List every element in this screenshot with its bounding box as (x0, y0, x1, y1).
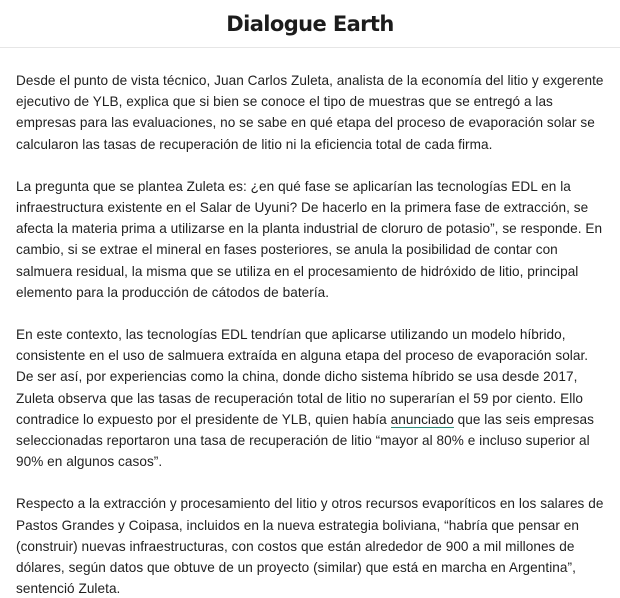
article-body (0, 48, 620, 598)
paragraph-3 (16, 324, 604, 472)
anunciado-link[interactable]: anunciado (390, 411, 454, 427)
paragraph-2: La pregunta que se plantea Zuleta es: ¿en qué fase se aplicarían las tecnologías EDL en la infraestructura existente en el Salar de Uyuni? De hacerlo en la primera fase de extracción, se afecta la materia prima a utilizarse en la planta industrial de cloruro de potasio”, se responde. En cambio, si se extrae el mineral en fases posteriores, se anula la posibilidad de contar con salmuera residual, la misma que se utiliza en el procesamiento de hidróxido de litio, principal elemento para la producción de cátodos de batería. (16, 178, 603, 300)
paragraph-1: Desde el punto de vista técnico, Juan Carlos Zuleta, analista de la economía del litio y exgerente ejecutivo de YLB, explica que si bien se conoce el tipo de muestras que se entregó a las empresas para las evaluaciones, no se sabe en qué etapa del proceso de evaporación solar se calcularon las tasas de recuperación de litio ni la eficiencia total de cada firma. (16, 73, 604, 152)
paragraph-3-text-end: que las seis empresas seleccionadas reportaron una tasa de recuperación de litio “mayor al 80% e incluso superior al 90% en algunos casos”. (16, 411, 594, 470)
paragraph-3-text-start: En este contexto, las tecnologías EDL tendrían que aplicarse utilizando un modelo híbrido, consistente en el uso de salmuera extraída en alguna etapa del proceso de evaporación solar. De ser así, por experiencias como la china, donde dicho sistema híbrido se usa desde 2017, Zuleta observa que las tasas de recuperación total de litio no superarían el 59 por ciento. Ello contradice lo expuesto por el presidente de YLB, quien había (16, 327, 589, 427)
paragraph-4: Respecto a la extracción y procesamiento del litio y otros recursos evaporíticos en los salares de Pastos Grandes y Coipasa, incluidos en la nueva estrategia boliviana, “habría que pensar en (construir) nuevas infraestructuras, con costos que están alrededor de 900 a mil millones de dólares, según datos que obtuve de un proyecto (similar) que está en marcha en Argentina”, sentenció Zuleta. (16, 496, 604, 597)
site-header (0, 0, 620, 48)
site-logo[interactable]: Dialogue Earth (226, 11, 394, 36)
